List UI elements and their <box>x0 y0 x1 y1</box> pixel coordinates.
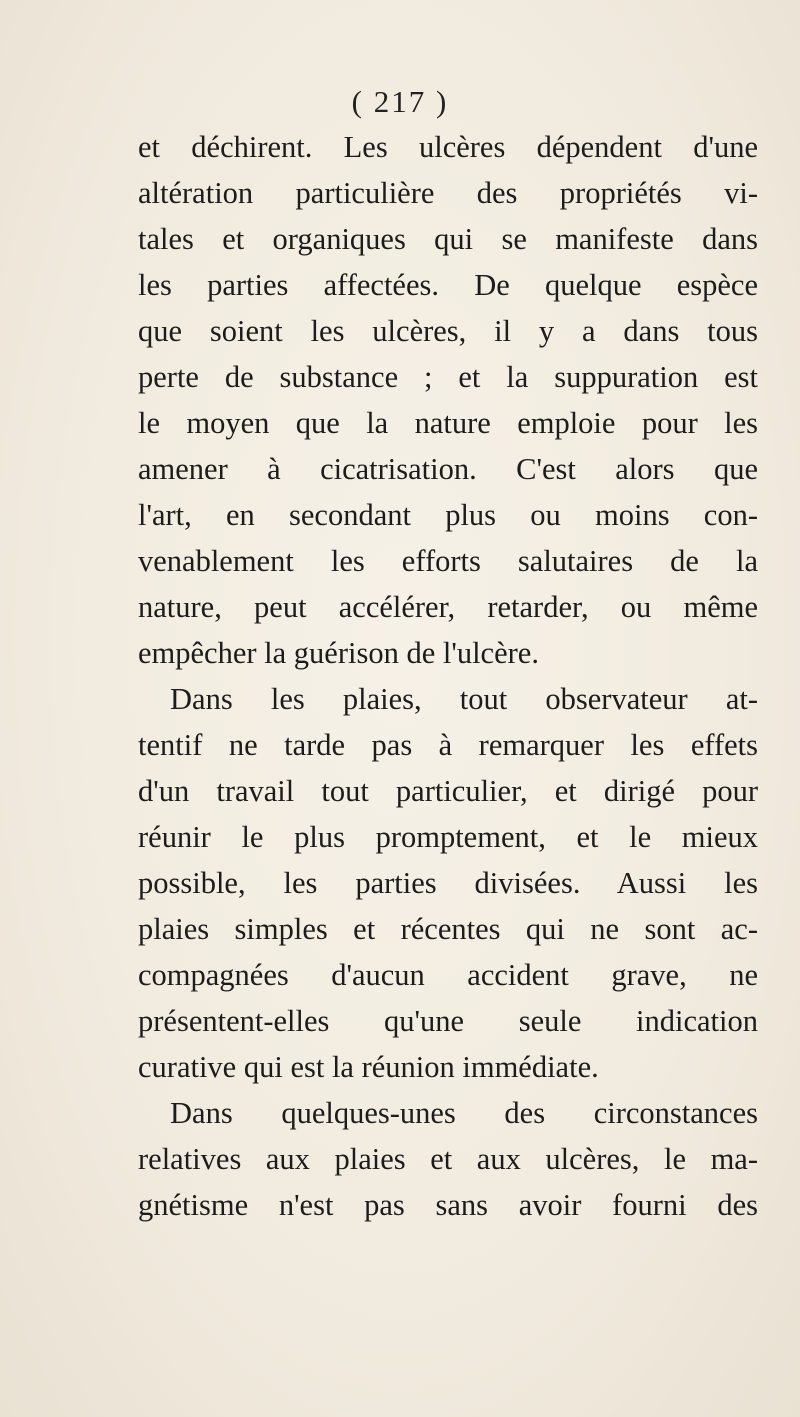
text-line-22: Dans quelques-unes des circonstances <box>170 1096 758 1130</box>
text-line-10: venablement les efforts salutaires de la <box>138 544 758 578</box>
body-text <box>138 124 758 1228</box>
text-line-11: nature, peut accélérer, retarder, ou même <box>138 590 758 624</box>
text-line-7: le moyen que la nature emploie pour les <box>138 406 758 440</box>
text-line-17: possible, les parties divisées. Aussi les <box>138 866 758 900</box>
text-line-21: curative qui est la réunion immédiate. <box>138 1050 599 1084</box>
text-line-15: d'un travail tout particulier, et dirigé pour <box>138 774 758 808</box>
text-line-18: plaies simples et récentes qui ne sont ac- <box>138 912 758 946</box>
text-line-24: gnétisme n'est pas sans avoir fourni des <box>138 1188 758 1222</box>
text-line-23: relatives aux plaies et aux ulcères, le ma- <box>138 1142 758 1176</box>
text-line-19: compagnées d'aucun accident grave, ne <box>138 958 758 992</box>
text-line-3: tales et organiques qui se manifeste dans <box>138 222 758 256</box>
text-line-9: l'art, en secondant plus ou moins con- <box>138 498 758 532</box>
text-line-12: empêcher la guérison de l'ulcère. <box>138 636 539 670</box>
text-line-1: et déchirent. Les ulcères dépendent d'une <box>138 130 758 164</box>
text-line-6: perte de substance ; et la suppuration est <box>138 360 758 394</box>
text-line-4: les parties affectées. De quelque espèce <box>138 268 758 302</box>
text-line-16: réunir le plus promptement, et le mieux <box>138 820 758 854</box>
text-line-5: que soient les ulcères, il y a dans tous <box>138 314 758 348</box>
text-line-14: tentif ne tarde pas à remarquer les effets <box>138 728 758 762</box>
text-line-20: présentent-elles qu'une seule indication <box>138 1004 758 1038</box>
text-line-2: altération particulière des propriétés vi- <box>138 176 758 210</box>
page-number: ( 217 ) <box>351 84 449 119</box>
text-line-13: Dans les plaies, tout observateur at- <box>170 682 758 716</box>
text-line-8: amener à cicatrisation. C'est alors que <box>138 452 758 486</box>
